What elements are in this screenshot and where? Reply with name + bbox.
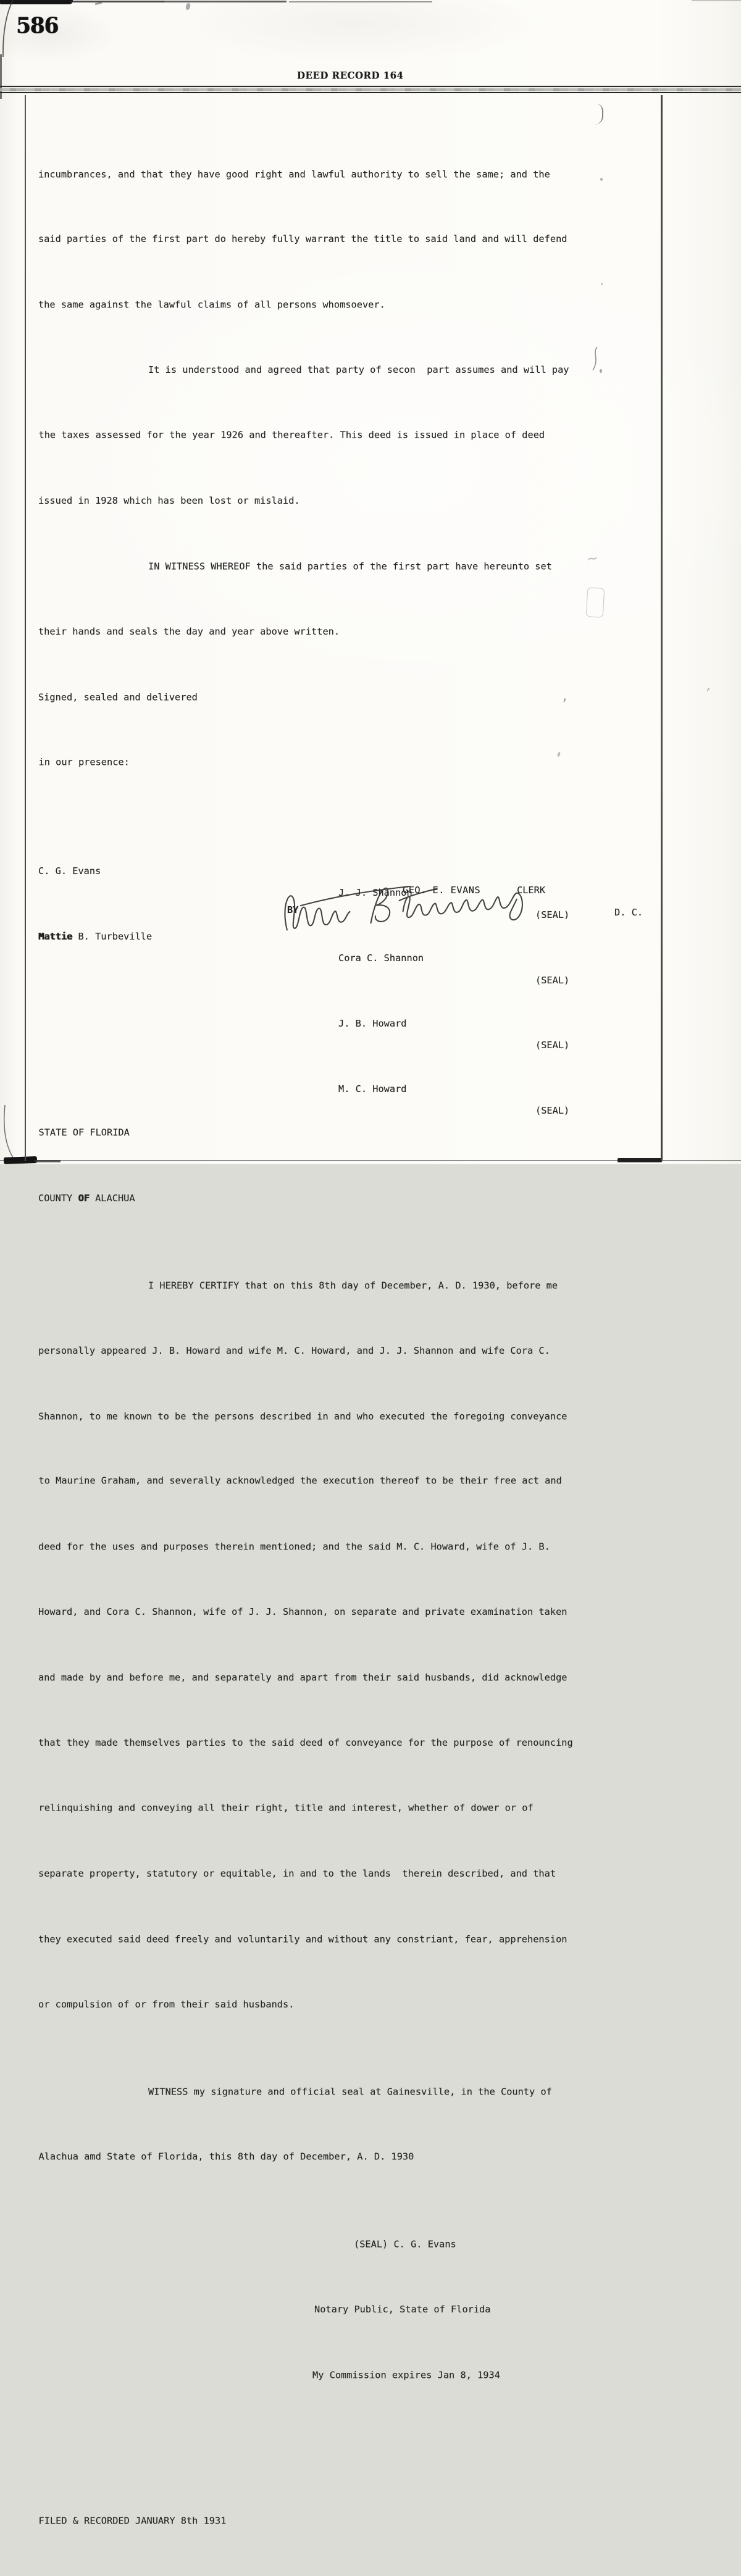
header-rule	[0, 86, 741, 96]
deed-text-line: or compulsion of or from their said husbands.	[38, 1998, 295, 2010]
notary-title-line: Notary Public, State of Florida	[314, 2303, 491, 2315]
deed-text-line: that they made themselves parties to the said deed of conveyance for the purpose of renouncing	[38, 1736, 573, 1748]
scan-artifact-mark: ~	[585, 550, 600, 568]
seal-label: (SEAL)	[535, 1040, 570, 1051]
deed-text-line: separate property, statutory or equitable, in and to the lands therein described, and that	[38, 1867, 556, 1879]
deed-text-line: said parties of the first part do hereby fully warrant the title to said land and will defend	[38, 233, 567, 245]
scan-artifact-top-edge	[163, 1, 287, 2]
signer-name: J. J. Shannon	[338, 887, 412, 899]
left-margin-rule	[25, 95, 26, 1161]
header-rule-middle	[0, 88, 741, 91]
seal-label: (SEAL)	[535, 1105, 570, 1117]
by-label: BY	[287, 904, 299, 915]
deed-text-line: their hands and seals the day and year above written.	[38, 625, 340, 637]
deed-text-line: Howard, and Cora C. Shannon, wife of J. J. Shannon, on separate and private examination taken	[38, 1606, 567, 1618]
signature-row	[38, 1035, 656, 1117]
spacer	[38, 2451, 656, 2467]
signer-name: J. B. Howard	[338, 1018, 407, 1030]
notary-commission-line: My Commission expires Jan 8, 1934	[312, 2369, 500, 2380]
witness-name-overstruck: Mattie	[38, 930, 73, 942]
deed-text-line: relinquishing and conveying all their right, title and interest, whether of dower or of	[38, 1802, 534, 1814]
filed-recorded-line: FILED & RECORDED JANUARY 8th 1931	[38, 2516, 227, 2527]
right-margin-rule	[661, 95, 663, 1161]
county-prefix: COUNTY	[38, 1192, 78, 1204]
page-number: 586	[16, 13, 58, 39]
record-book-title: DEED RECORD 164	[297, 69, 404, 81]
scan-artifact-bottom-blob	[4, 1156, 37, 1164]
deed-text-line: Shannon, to me known to be the persons described in and who executed the foregoing conveyance	[38, 1410, 567, 1422]
deed-text-line: incumbrances, and that they have good right and lawful authority to sell the same; and the	[38, 168, 550, 180]
signer-name: M. C. Howard	[338, 1083, 407, 1095]
county-rest: ALACHUA	[89, 1192, 135, 1204]
scan-artifact-top-edge	[692, 0, 741, 1]
scan-artifact-top-edge	[0, 0, 73, 4]
deed-text-line: and made by and before me, and separately and apart from their said husbands, did acknowledge	[38, 1672, 567, 1683]
deed-text-line: personally appeared J. B. Howard and wife M. C. Howard, and J. J. Shannon and wife Cora C.	[38, 1344, 550, 1356]
deed-text-line: It is understood and agreed that party of secon part assumes and will pay	[148, 364, 569, 376]
deed-text-line: the taxes assessed for the year 1926 and thereafter. This deed is issued in place of deed	[38, 429, 545, 441]
signer-name: Cora C. Shannon	[338, 952, 424, 964]
handwritten-signature	[274, 862, 546, 947]
scan-artifact-page-curl-bottom	[0, 1105, 17, 1164]
clerk-name: GEO. E. EVANS	[403, 885, 481, 896]
deed-text-line: they executed said deed freely and voluntarily and without any constriant, fear, apprehension	[38, 1933, 567, 1945]
deed-text-line: to Maurine Graham, and severally acknowledged the execution thereof to be their free act and	[38, 1475, 562, 1487]
clerk-attestation-block	[38, 879, 668, 953]
notary-seal-signature: (SEAL) C. G. Evans	[354, 2238, 456, 2250]
scan-artifact-mark	[185, 2, 191, 10]
scan-artifact-top-edge	[70, 1, 164, 2]
deed-text-line: WITNESS my signature and official seal at Gainesville, in the County of	[148, 2086, 552, 2098]
state-line: STATE OF FLORIDA	[38, 1127, 130, 1138]
scan-artifact-mark: ’	[702, 686, 712, 700]
deed-text-line: Alachua amd State of Florida, this 8th day of December, A. D. 1930	[38, 2151, 414, 2162]
deed-text-line: the same against the lawful claims of all persons whomsoever.	[38, 299, 385, 311]
county-of-overstruck: OF	[78, 1192, 90, 1204]
header-rule-top	[0, 86, 741, 87]
witness-name-rest: B. Turbeville	[72, 930, 153, 942]
signature-row	[38, 970, 656, 1051]
deed-text-line: deed for the uses and purposes therein mentioned; and the said M. C. Howard, wife of J. B.	[38, 1541, 550, 1553]
scan-artifact-top-edge	[289, 1, 432, 2]
county-line	[38, 1188, 656, 1209]
seal-label: (SEAL)	[535, 974, 570, 986]
deed-text-line: in our presence:	[38, 756, 130, 768]
header-rule-bottom	[0, 92, 741, 93]
deed-text-line: Signed, sealed and delivered	[38, 691, 198, 703]
deputy-clerk-initials: D. C.	[614, 907, 643, 918]
deed-text-line: IN WITNESS WHEREOF the said parties of the first part have hereunto set	[148, 561, 552, 572]
seal-label: (SEAL)	[535, 909, 570, 920]
witness-name: C. G. Evans	[38, 865, 101, 877]
clerk-title: CLERK	[517, 885, 546, 896]
deed-text-body	[38, 120, 656, 2576]
deed-text-line: issued in 1928 which has been lost or mislaid.	[38, 495, 300, 507]
scan-artifact-mark: ’	[561, 696, 569, 711]
scan-artifact-mark	[95, 2, 102, 6]
deed-text-line: I HEREBY CERTIFY that on this 8th day of December, A. D. 1930, before me	[148, 1280, 558, 1291]
